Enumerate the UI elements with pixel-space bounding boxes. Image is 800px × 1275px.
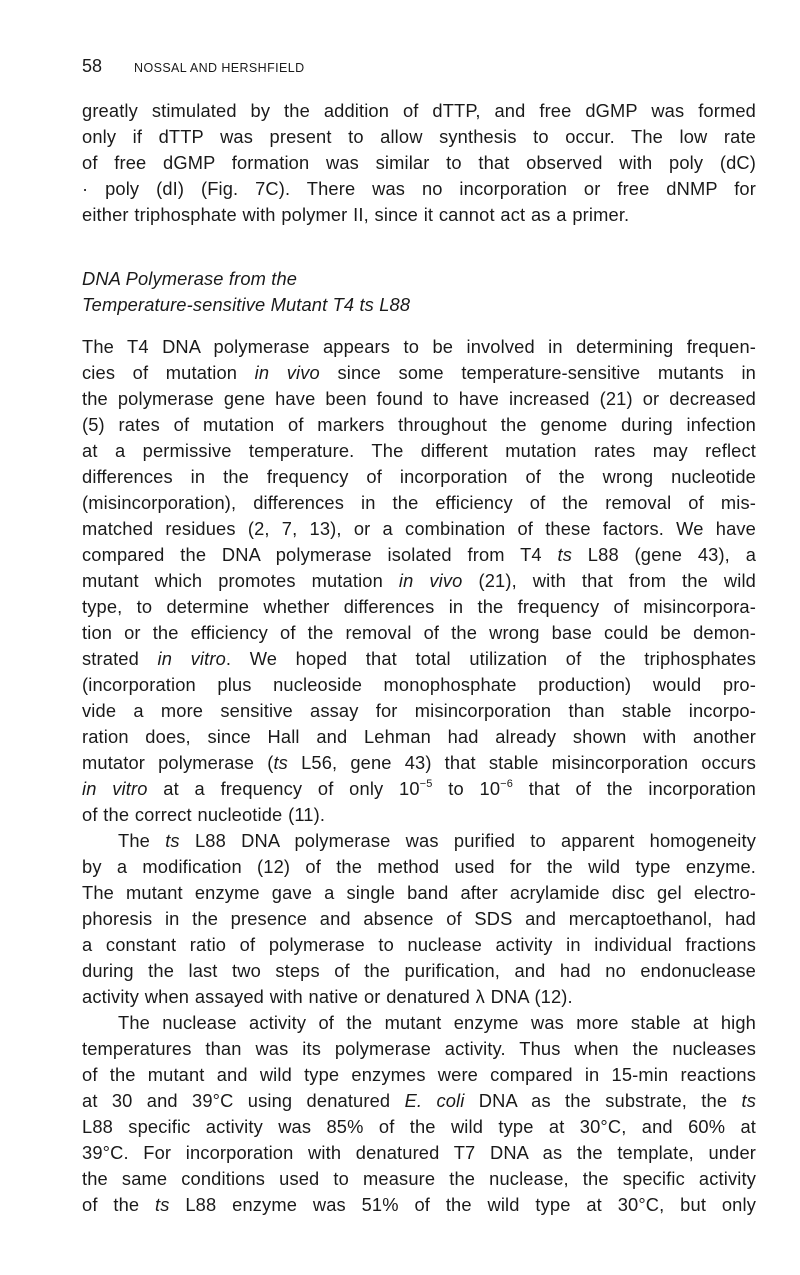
section-heading	[82, 266, 756, 318]
text-line: the polymerase gene have been found to have increased (21) or decreased	[82, 388, 756, 409]
paragraph	[82, 334, 756, 828]
section-heading-line: DNA Polymerase from the	[82, 268, 298, 289]
text-line: The mutant enzyme gave a single band after acrylamide disc gel electro-	[82, 882, 756, 903]
paragraph	[82, 1010, 756, 1218]
text-line: · poly (dI) (Fig. 7C). There was no incorporation or free dNMP for	[82, 178, 756, 199]
text-line: The nuclease activity of the mutant enzyme was more stable at high	[118, 1012, 756, 1033]
text-line: tion or the efficiency of the removal of the wrong base could be demon-	[82, 622, 756, 643]
text-line: ration does, since Hall and Lehman had already shown with another	[82, 726, 756, 747]
text-line: at 30 and 39°C using denatured E. coli DNA as the substrate, the ts	[82, 1090, 756, 1111]
paragraph	[82, 98, 756, 228]
text-line: of free dGMP formation was similar to that observed with poly (dC)	[82, 152, 756, 173]
text-line: mutator polymerase (ts L56, gene 43) that stable misincorporation occurs	[82, 752, 756, 773]
text-line: (misincorporation), differences in the efficiency of the removal of mis-	[82, 492, 756, 513]
text-line: the same conditions used to measure the nuclease, the specific activity	[82, 1168, 756, 1189]
text-line: a constant ratio of polymerase to nuclease activity in individual fractions	[82, 934, 756, 955]
running-head: NOSSAL AND HERSHFIELD	[134, 61, 305, 75]
text-line: The T4 DNA polymerase appears to be involved in determining frequen-	[82, 336, 756, 357]
text-line: mutant which promotes mutation in vivo (21), with that from the wild	[82, 570, 756, 591]
text-line: compared the DNA polymerase isolated from T4 ts L88 (gene 43), a	[82, 544, 757, 565]
text-line: The ts L88 DNA polymerase was purified to apparent homogeneity	[118, 830, 756, 851]
text-line: either triphosphate with polymer II, since it cannot act as a primer.	[82, 204, 630, 225]
text-line: vide a more sensitive assay for misincorporation than stable incorpo-	[82, 700, 756, 721]
text-line: matched residues (2, 7, 13), or a combination of these factors. We have	[82, 518, 756, 539]
text-line: L88 specific activity was 85% of the wild type at 30°C, and 60% at	[82, 1116, 756, 1137]
text-line: phoresis in the presence and absence of SDS and mercaptoethanol, had	[82, 908, 756, 929]
paragraph	[82, 828, 756, 1010]
text-line: 39°C. For incorporation with denatured T7 DNA as the template, under	[82, 1142, 756, 1163]
text-line: greatly stimulated by the addition of dTTP, and free dGMP was formed	[82, 100, 756, 121]
text-line: of the mutant and wild type enzymes were compared in 15-min reactions	[82, 1064, 756, 1085]
text-line: in vitro at a frequency of only $10^{-5}$ to $10^{-6}$ that of the incorporation	[82, 777, 756, 799]
section-heading-line: Temperature-sensitive Mutant T4 ts L88	[82, 294, 411, 315]
text-line: activity when assayed with native or denatured λ DNA (12).	[82, 986, 573, 1007]
text-line: at a permissive temperature. The different mutation rates may reflect	[82, 440, 756, 461]
text-line: differences in the frequency of incorporation of the wrong nucleotide	[82, 466, 756, 487]
text-line: temperatures than was its polymerase activity. Thus when the nucleases	[82, 1038, 756, 1059]
text-line: (incorporation plus nucleoside monophosphate production) would pro-	[82, 674, 756, 695]
text-line: type, to determine whether differences in the frequency of misincorpora-	[82, 596, 756, 617]
text-line: by a modification (12) of the method used for the wild type enzyme.	[82, 856, 756, 877]
body-text	[82, 98, 756, 1218]
text-line: of the ts L88 enzyme was 51% of the wild type at 30°C, but only	[82, 1194, 756, 1215]
text-line: only if dTTP was present to allow synthesis to occur. The low rate	[82, 126, 756, 147]
page-header	[82, 56, 305, 77]
text-line: (5) rates of mutation of markers throughout the genome during infection	[82, 414, 756, 435]
text-line: strated in vitro. We hoped that total utilization of the triphosphates	[82, 648, 757, 669]
page-number: 58	[82, 56, 103, 76]
text-line: cies of mutation in vivo since some temperature-sensitive mutants in	[82, 362, 756, 383]
text-line: during the last two steps of the purification, and had no endonuclease	[82, 960, 756, 981]
text-line: of the correct nucleotide (11).	[82, 804, 326, 825]
